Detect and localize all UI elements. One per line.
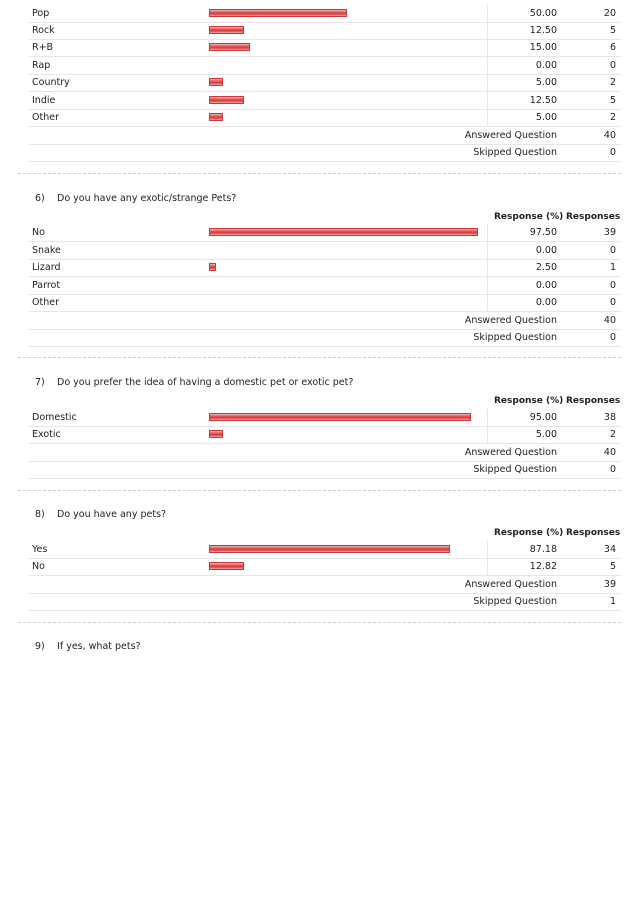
question-text: Do you prefer the idea of having a domestic pet or exotic pet? [57,377,354,388]
response-percent: 12.50 [529,95,557,106]
table-row [28,259,621,277]
answered-count: 39 [603,579,616,590]
skipped-question-row [28,461,621,479]
table-row [28,294,621,312]
response-count: 5 [609,95,616,106]
response-bar [209,413,471,421]
response-count: 1 [609,262,616,273]
section-divider [18,490,621,491]
response-percent-header: Response (%) [494,528,564,538]
responses-header: Responses [566,212,621,222]
answered-question-row [28,576,621,594]
skipped-count: 1 [609,596,616,607]
skipped-question-label: Skipped Question [473,332,557,343]
response-percent: 2.50 [535,262,557,273]
answer-label: Indie [32,95,56,106]
response-count: 2 [609,77,616,88]
answered-question-label: Answered Question [464,579,557,590]
response-percent: 0.00 [535,60,557,71]
answer-label: Other [32,112,59,123]
answer-label: Rap [32,60,51,71]
response-percent: 5.00 [535,429,557,440]
section-divider [18,357,621,358]
answered-question-label: Answered Question [464,315,557,326]
response-count: 6 [609,42,616,53]
response-bar [209,78,223,86]
question-title [35,193,236,204]
response-bar [209,113,223,121]
question-title [35,509,166,520]
skipped-question-label: Skipped Question [473,464,557,475]
response-percent: 0.00 [535,297,557,308]
table-row [28,277,621,295]
answer-label: Lizard [32,262,61,273]
response-bar [209,430,223,438]
question-number: 8) [35,509,45,520]
response-percent: 97.50 [529,227,557,238]
answered-question-row [28,444,621,462]
response-count: 34 [603,544,616,555]
skipped-count: 0 [609,464,616,475]
response-count: 0 [609,60,616,71]
skipped-question-row [28,329,621,347]
answer-label: Domestic [32,412,77,423]
response-percent: 5.00 [535,112,557,123]
answer-label: Exotic [32,429,61,440]
response-percent: 15.00 [529,42,557,53]
response-count: 5 [609,561,616,572]
response-bar [209,26,244,34]
section-divider [18,173,621,174]
table-row [28,409,621,427]
answered-count: 40 [603,130,616,141]
response-bar [209,43,250,51]
response-count: 0 [609,280,616,291]
question-number: 7) [35,377,45,388]
response-bar [209,9,347,17]
response-bar [209,96,244,104]
response-count: 0 [609,245,616,256]
skipped-question-label: Skipped Question [473,596,557,607]
table-row [28,224,621,242]
question-title [35,377,353,388]
answered-question-row [28,127,621,145]
answer-label: Yes [32,544,48,555]
answered-question-row [28,312,621,330]
response-count: 0 [609,297,616,308]
table-row [28,109,621,127]
table-row [28,92,621,110]
response-percent: 87.18 [529,544,557,555]
answered-question-label: Answered Question [464,447,557,458]
table-row [28,541,621,559]
skipped-question-row [28,144,621,162]
skipped-question-label: Skipped Question [473,147,557,158]
table-row [28,5,621,23]
question-number: 6) [35,193,45,204]
answer-label: Rock [32,25,55,36]
question-text: Do you have any pets? [57,509,167,520]
response-percent: 5.00 [535,77,557,88]
answer-label: No [32,561,45,572]
table-row [28,57,621,75]
response-percent: 12.82 [529,561,557,572]
responses-header: Responses [566,528,621,538]
section-divider [18,622,621,623]
answered-count: 40 [603,447,616,458]
answered-count: 40 [603,315,616,326]
response-percent: 95.00 [529,412,557,423]
response-percent: 0.00 [535,280,557,291]
response-bar [209,545,450,553]
response-percent-header: Response (%) [494,396,564,406]
answer-label: Country [32,77,70,88]
skipped-question-row [28,593,621,611]
response-bar [209,263,216,271]
skipped-count: 0 [609,332,616,343]
answered-question-label: Answered Question [464,130,557,141]
response-count: 2 [609,429,616,440]
response-bar [209,228,478,236]
table-row [28,22,621,40]
response-count: 20 [603,8,616,19]
question-text: Do you have any exotic/strange Pets? [57,193,237,204]
answer-label: Other [32,297,59,308]
response-percent: 50.00 [529,8,557,19]
answer-label: Parrot [32,280,61,291]
answer-label: R+B [32,42,54,53]
responses-header: Responses [566,396,621,406]
table-row [28,39,621,57]
response-percent: 0.00 [535,245,557,256]
table-row [28,558,621,576]
response-count: 5 [609,25,616,36]
answer-label: Snake [32,245,61,256]
response-percent-header: Response (%) [494,212,564,222]
response-count: 2 [609,112,616,123]
table-row [28,242,621,260]
response-bar [209,562,244,570]
question-text: If yes, what pets? [57,641,141,652]
skipped-count: 0 [609,147,616,158]
table-row [28,426,621,444]
answer-label: Pop [32,8,50,19]
question-number: 9) [35,641,45,652]
answer-label: No [32,227,45,238]
response-count: 39 [603,227,616,238]
response-count: 38 [603,412,616,423]
table-row [28,74,621,92]
question-title [35,641,141,652]
response-percent: 12.50 [529,25,557,36]
